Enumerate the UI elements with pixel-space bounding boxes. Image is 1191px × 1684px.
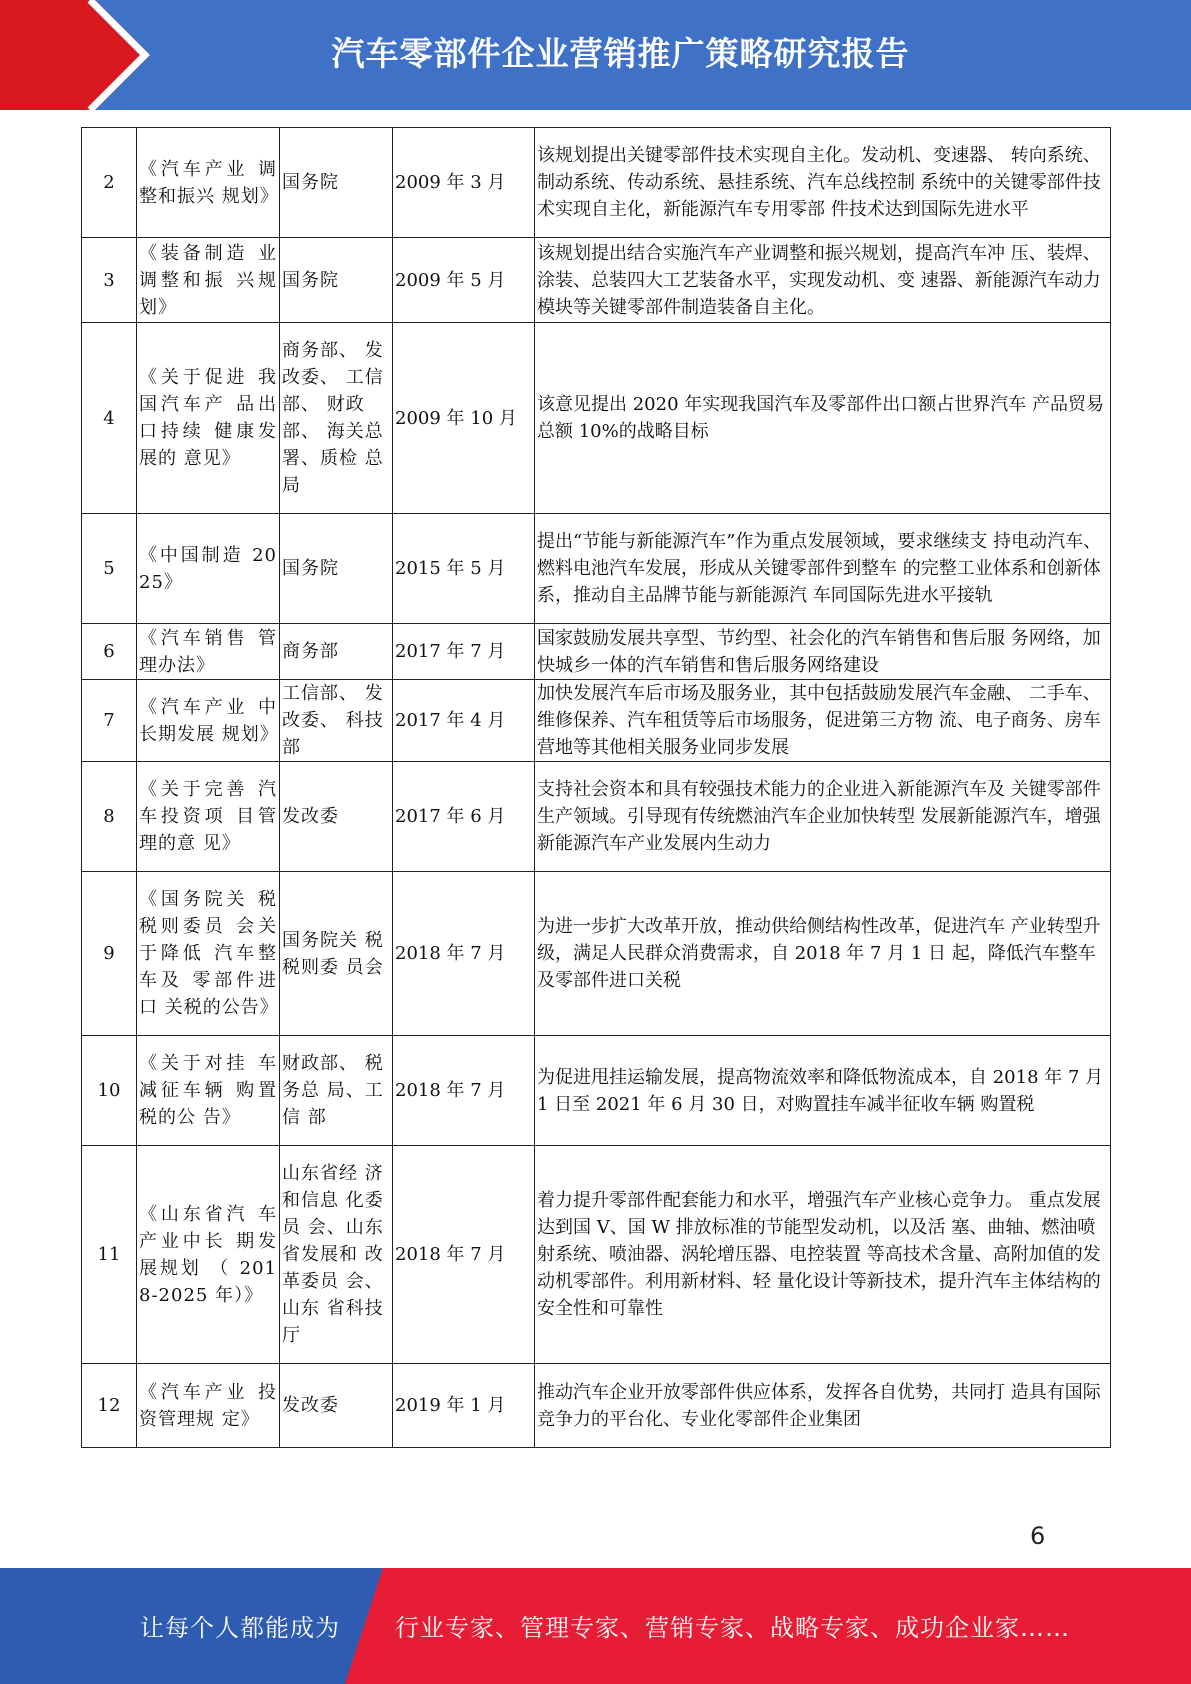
issuing-org: 国务院 <box>280 514 393 624</box>
row-number: 12 <box>82 1364 137 1448</box>
issue-date: 2017 年 6 月 <box>393 762 535 872</box>
policy-content: 该规划提出关键零部件技术实现自主化。发动机、变速器、 转向系统、制动系统、传动系统、悬挂系统、汽车总线控制 系统中的关键零部件技术实现自主化，新能源汽车专用零部 件技术达到国际先进水平 <box>535 128 1111 238</box>
issue-date: 2009 年 10 月 <box>393 323 535 514</box>
issuing-org: 商务部 <box>280 624 393 680</box>
issuing-org: 国务院 <box>280 238 393 323</box>
issue-date: 2015 年 5 月 <box>393 514 535 624</box>
table-row <box>82 680 1111 762</box>
policy-content: 支持社会资本和具有较强技术能力的企业进入新能源汽车及 关键零部件生产领域。引导现有传统燃油汽车企业加快转型 发展新能源汽车，增强新能源汽车产业发展内生动力 <box>535 762 1111 872</box>
page-header <box>0 0 1191 110</box>
policy-content: 为进一步扩大改革开放，推动供给侧结构性改革，促进汽车 产业转型升级，满足人民群众消费需求，自 2018 年 7 月 1 日 起，降低汽车整车及零部件进口关税 <box>535 872 1111 1036</box>
row-number: 7 <box>82 680 137 762</box>
issuing-org: 发改委 <box>280 762 393 872</box>
issue-date: 2018 年 7 月 <box>393 872 535 1036</box>
table-row <box>82 762 1111 872</box>
policy-name: 《汽车产业 投资管理规 定》 <box>137 1364 280 1448</box>
row-number: 9 <box>82 872 137 1036</box>
table-row <box>82 128 1111 238</box>
policy-name: 《中国制造 2025》 <box>137 514 280 624</box>
issuing-org: 财政部、 税务总 局、工信 部 <box>280 1036 393 1146</box>
policy-name: 《汽车产业 中长期发展 规划》 <box>137 680 280 762</box>
policy-name: 《关于促进 我国汽车产 品出口持续 健康发展的 意见》 <box>137 323 280 514</box>
issuing-org: 发改委 <box>280 1364 393 1448</box>
issue-date: 2017 年 4 月 <box>393 680 535 762</box>
row-number: 3 <box>82 238 137 323</box>
policy-name: 《关于完善 汽车投资项 目管理的意 见》 <box>137 762 280 872</box>
policy-name: 《关于对挂 车减征车辆 购置税的公 告》 <box>137 1036 280 1146</box>
issuing-org: 商务部、 发改委、 工信部、 财政部、 海关总署、质检 总局 <box>280 323 393 514</box>
policy-content: 国家鼓励发展共享型、节约型、社会化的汽车销售和售后服 务网络，加快城乡一体的汽车销售和售后服务网络建设 <box>535 624 1111 680</box>
footer-slogan-left: 让每个人都能成为 <box>140 1614 340 1642</box>
issue-date: 2019 年 1 月 <box>393 1364 535 1448</box>
policy-content: 为促进甩挂运输发展，提高物流效率和降低物流成本，自 2018 年 7 月 1 日至 2021 年 6 月 30 日，对购置挂车减半征收车辆 购置税 <box>535 1036 1111 1146</box>
issue-date: 2017 年 7 月 <box>393 624 535 680</box>
table-row <box>82 238 1111 323</box>
row-number: 8 <box>82 762 137 872</box>
row-number: 11 <box>82 1146 137 1364</box>
row-number: 10 <box>82 1036 137 1146</box>
policy-name: 《汽车销售 管理办法》 <box>137 624 280 680</box>
policy-content: 该意见提出 2020 年实现我国汽车及零部件出口额占世界汽车 产品贸易总额 10%的战略目标 <box>535 323 1111 514</box>
policy-content: 提出“节能与新能源汽车”作为重点发展领域，要求继续支 持电动汽车、燃料电池汽车发展，形成从关键零部件到整车 的完整工业体系和创新体系，推动自主品牌节能与新能源汽 车同国际先进水平接轨 <box>535 514 1111 624</box>
issuing-org: 国务院关 税税则委 员会 <box>280 872 393 1036</box>
row-number: 2 <box>82 128 137 238</box>
table-row <box>82 1364 1111 1448</box>
row-number: 4 <box>82 323 137 514</box>
table-row <box>82 1146 1111 1364</box>
policy-content: 推动汽车企业开放零部件供应体系，发挥各自优势，共同打 造具有国际竞争力的平台化、专业化零部件企业集团 <box>535 1364 1111 1448</box>
policy-content: 该规划提出结合实施汽车产业调整和振兴规划，提高汽车冲 压、装焊、涂装、总装四大工艺装备水平，实现发动机、变 速器、新能源汽车动力模块等关键零部件制造装备自主化。 <box>535 238 1111 323</box>
row-number: 5 <box>82 514 137 624</box>
table-row <box>82 323 1111 514</box>
issue-date: 2009 年 5 月 <box>393 238 535 323</box>
policy-name: 《山东省汽 车产业中长 期发展规划 （ 2018-2025 年）》 <box>137 1146 280 1364</box>
page-number: 6 <box>1030 1522 1046 1550</box>
issuing-org: 工信部、 发改委、 科技部 <box>280 680 393 762</box>
policy-name: 《国务院关 税税则委员 会关于降低 汽车整车及 零部件进口 关税的公告》 <box>137 872 280 1036</box>
policy-content: 着力提升零部件配套能力和水平，增强汽车产业核心竞争力。 重点发展达到国 V、国 W 排放标准的节能型发动机，以及活 塞、曲轴、燃油喷射系统、喷油器、涡轮增压器、电控装置 等高技术含量、高附加值的发动机零部件。利用新材料、轻 量化设计等新技术，提升汽车主体结构的安全性和可靠性 <box>535 1146 1111 1364</box>
issuing-org: 国务院 <box>280 128 393 238</box>
page-footer <box>0 1568 1191 1684</box>
issue-date: 2018 年 7 月 <box>393 1036 535 1146</box>
policy-name: 《装备制造 业调整和振 兴规划》 <box>137 238 280 323</box>
row-number: 6 <box>82 624 137 680</box>
table-row <box>82 514 1111 624</box>
table-row <box>82 1036 1111 1146</box>
issue-date: 2018 年 7 月 <box>393 1146 535 1364</box>
table-row <box>82 624 1111 680</box>
issuing-org: 山东省经 济和信息 化委员 会、山东省发展和 改革委员 会、山东 省科技厅 <box>280 1146 393 1364</box>
policy-table <box>81 127 1111 1448</box>
policy-name: 《汽车产业 调整和振兴 规划》 <box>137 128 280 238</box>
footer-slogan-right: 行业专家、管理专家、营销专家、战略专家、成功企业家…… <box>395 1614 1070 1642</box>
table-row <box>82 872 1111 1036</box>
header-title: 汽车零部件企业营销推广策略研究报告 <box>331 34 910 73</box>
policy-content: 加快发展汽车后市场及服务业，其中包括鼓励发展汽车金融、 二手车、维修保养、汽车租赁等后市场服务，促进第三方物 流、电子商务、房车营地等其他相关服务业同步发展 <box>535 680 1111 762</box>
issue-date: 2009 年 3 月 <box>393 128 535 238</box>
